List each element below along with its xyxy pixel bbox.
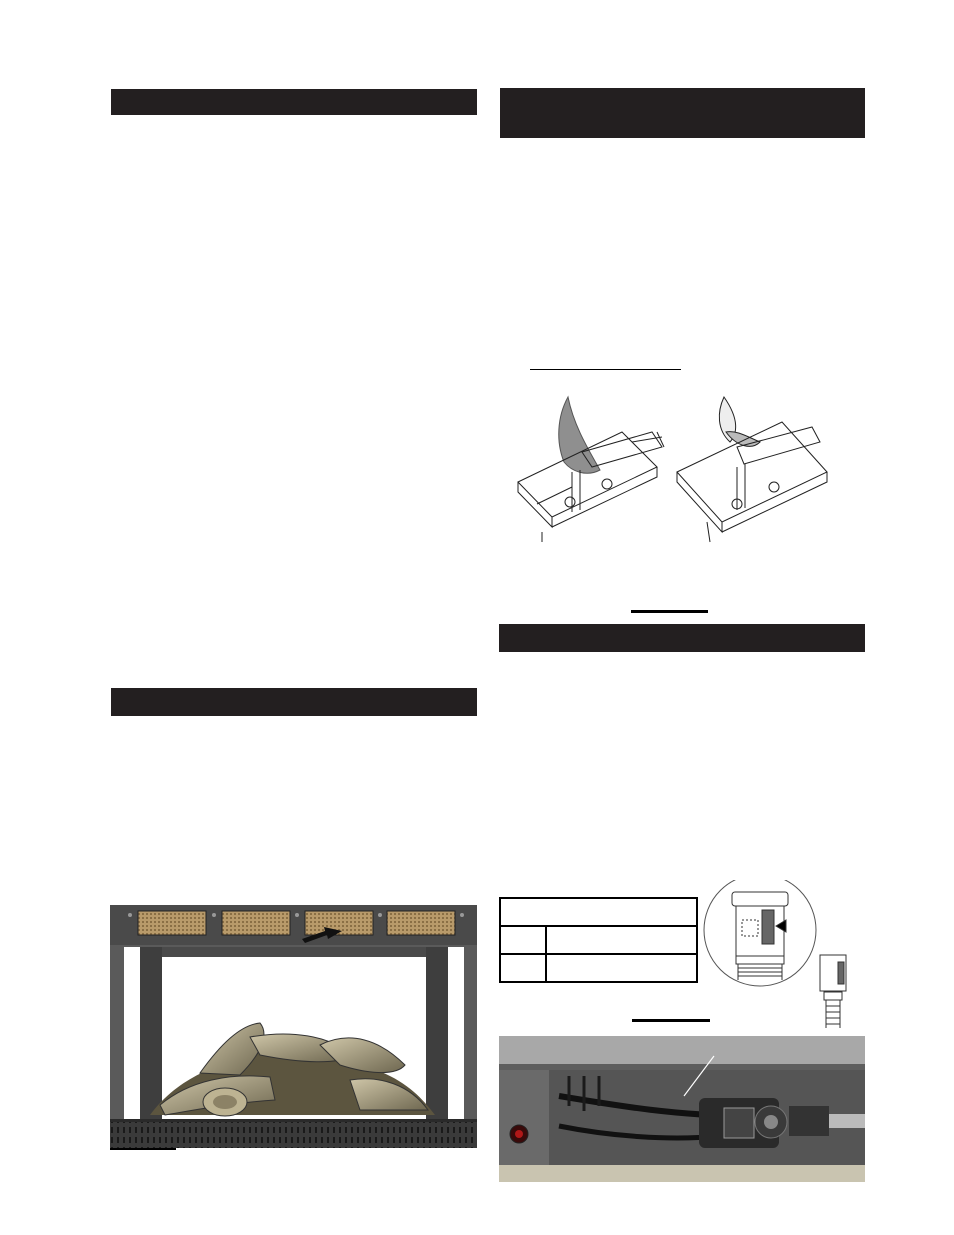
- venturi-adjustment-heading: [499, 624, 865, 652]
- table-cell: [501, 955, 547, 983]
- catalytic-tile-heading: [111, 688, 477, 716]
- fireplace-photo: [110, 905, 477, 1148]
- gas-valve-photo: [499, 1036, 865, 1182]
- pilot-right-drawing: [677, 397, 827, 542]
- venturi-diagram: [702, 880, 870, 1032]
- figure-title-rule: [530, 369, 681, 370]
- table-row: [501, 927, 696, 955]
- table-header-row: [501, 899, 696, 927]
- maintenance-heading: [111, 89, 477, 115]
- photo-title-rule: [632, 1019, 710, 1022]
- table-row: [501, 955, 696, 983]
- ods-pilot-heading: [500, 88, 865, 138]
- table-cell: [501, 927, 547, 953]
- pilot-cleaning-illustration: [512, 392, 842, 552]
- photo-caption-rule: [110, 1148, 176, 1150]
- pilot-left-drawing: [518, 397, 664, 542]
- figure-caption-rule: [631, 610, 708, 613]
- venturi-settings-table: [499, 897, 698, 983]
